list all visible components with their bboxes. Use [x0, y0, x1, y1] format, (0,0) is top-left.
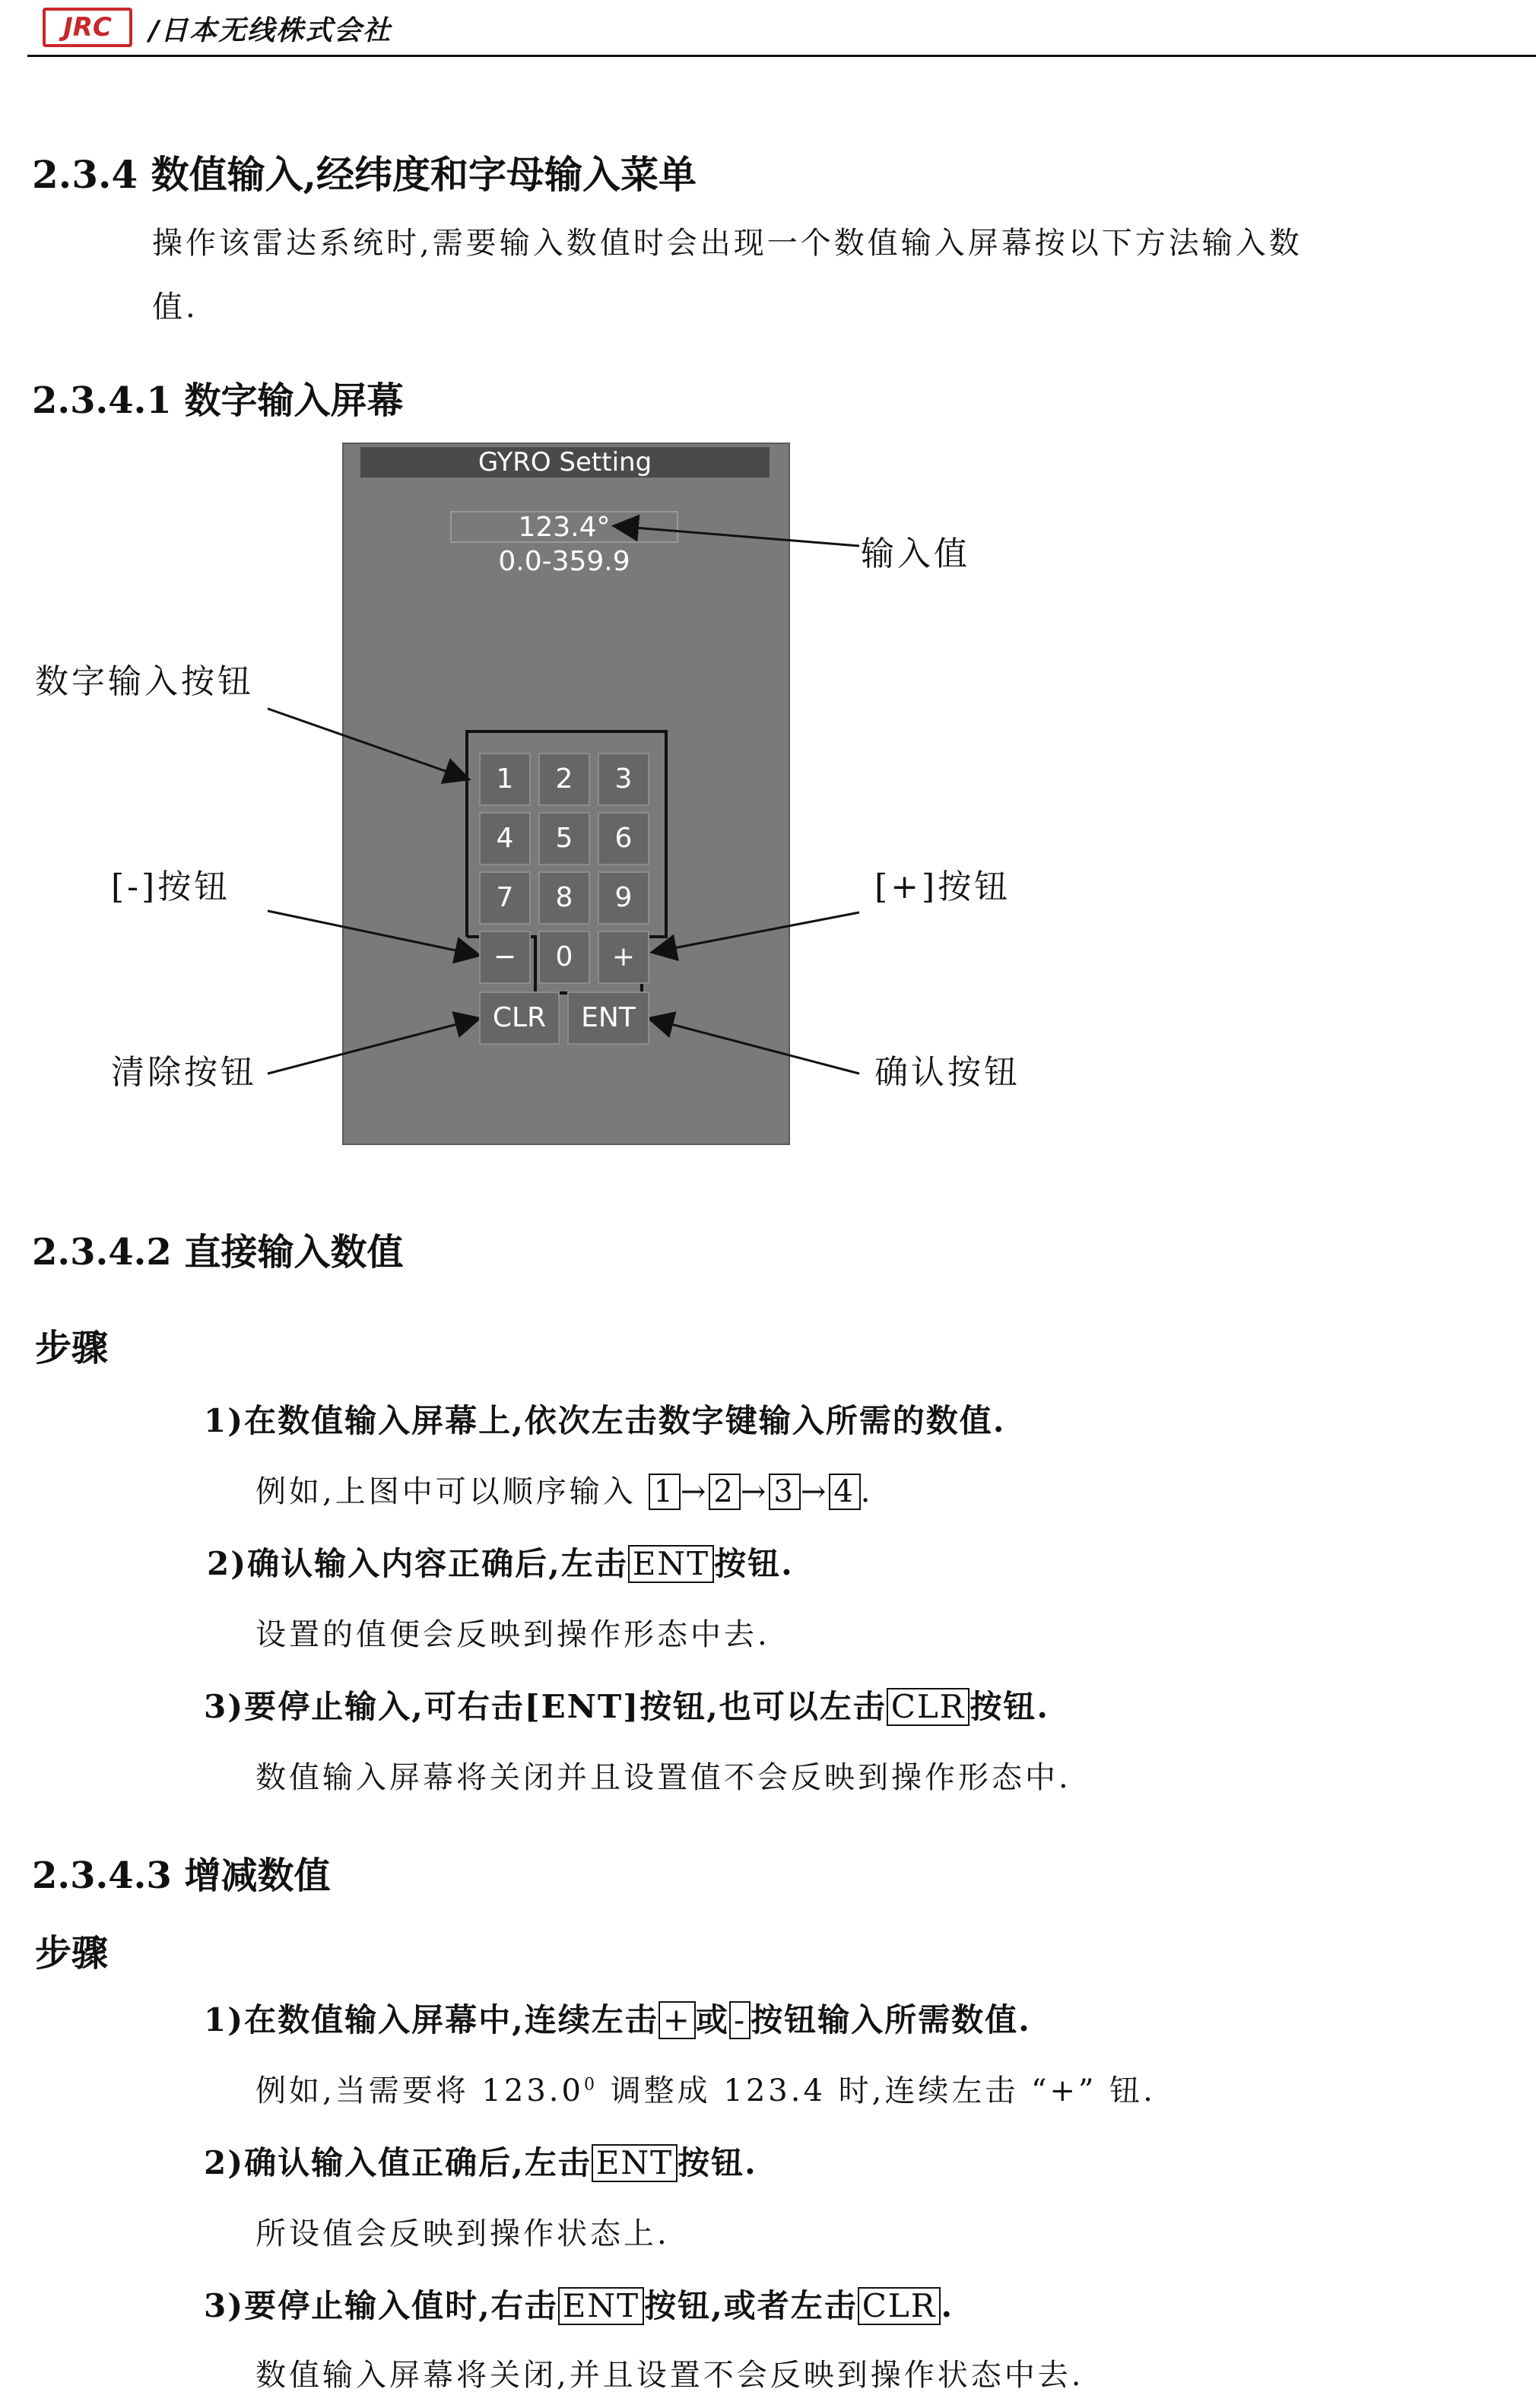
key-3[interactable]: 3: [598, 753, 649, 806]
step-2b-note: 所设值会反映到操作状态上.: [255, 2216, 670, 2251]
key-6[interactable]: 6: [598, 812, 649, 865]
step-1: 1)在数值输入屏幕上,依次左击数字键输入所需的数值.: [204, 1402, 1006, 1439]
key-7[interactable]: 7: [479, 871, 531, 925]
key-0[interactable]: 0: [538, 931, 590, 984]
key-ref-3: 3: [769, 1474, 800, 1510]
step-3-note: 数值输入屏幕将关闭并且设置值不会反映到操作形态中.: [255, 1760, 1071, 1795]
key-ref-1: 1: [649, 1474, 680, 1510]
key-ref-4: 4: [829, 1474, 860, 1510]
section-title-2341: 2.3.4.1 数字输入屏幕: [32, 379, 404, 422]
key-ref-ent-2: ENT: [592, 2144, 678, 2182]
key-ref-minus: -: [729, 2001, 751, 2039]
step-2: 2)确认输入内容正确后,左击 ENT 按钮.: [207, 1545, 794, 1582]
steps-label-2: 步骤: [35, 1932, 109, 1975]
clr-button[interactable]: CLR: [479, 991, 560, 1045]
step-1b-note: 例如,当需要将 123.0$^0$ 调整成 123.4 时,连续左击 “+” 钮.: [255, 2073, 1156, 2108]
step-1-note: 例如,上图中可以顺序输入 1 → 2 → 3 → 4 .: [255, 1474, 874, 1509]
label-minus-button: [-]按钮: [111, 868, 231, 906]
keypad-outline: [0, 0, 1536, 1141]
step-3: 3)要停止输入,可右击[ENT]按钮,也可以左击 CLR 按钮.: [204, 1688, 1050, 1725]
key-8[interactable]: 8: [538, 871, 590, 925]
range-display: 0.0-359.9: [498, 546, 630, 577]
section-title-234: 2.3.4 数值输入,经纬度和字母输入菜单: [32, 152, 697, 197]
key-plus[interactable]: +: [598, 931, 649, 984]
key-ref-2: 2: [709, 1474, 740, 1510]
key-2[interactable]: 2: [538, 753, 590, 806]
label-input-value: 输入值: [861, 535, 970, 573]
key-1[interactable]: 1: [479, 753, 531, 806]
key-ref-ent: ENT: [628, 1545, 714, 1583]
step-1b: 1)在数值输入屏幕中,连续左击 + 或 - 按钮输入所需数值.: [204, 2001, 1031, 2038]
screen-title: GYRO Setting: [360, 447, 770, 477]
key-4[interactable]: 4: [479, 812, 531, 865]
key-5[interactable]: 5: [538, 812, 590, 865]
step-3b-note: 数值输入屏幕将关闭,并且设置不会反映到操作状态中去.: [255, 2358, 1084, 2393]
key-ref-clr-2: CLR: [858, 2287, 941, 2325]
input-value-display: 123.4°: [450, 511, 678, 543]
section-title-2343: 2.3.4.3 增减数值: [32, 1854, 331, 1897]
label-clear-button: 清除按钮: [111, 1053, 257, 1092]
section-title-2342: 2.3.4.2 直接输入数值: [32, 1231, 404, 1274]
key-minus[interactable]: −: [479, 931, 531, 984]
key-ref-clr: CLR: [887, 1688, 970, 1726]
company-name: /日本无线株式会社: [149, 15, 392, 46]
paragraph-line-1: 操作该雷达系统时,需要输入数值时会出现一个数值输入屏幕按以下方法输入数: [152, 226, 1303, 261]
label-plus-button: [+]按钮: [874, 868, 1011, 906]
ent-button[interactable]: ENT: [567, 991, 649, 1045]
jrc-logo: JRC: [43, 8, 132, 47]
key-9[interactable]: 9: [598, 871, 649, 925]
steps-label: 步骤: [35, 1327, 109, 1369]
step-2-note: 设置的值便会反映到操作形态中去.: [255, 1617, 770, 1652]
paragraph-line-2: 值.: [152, 290, 198, 325]
step-2b: 2)确认输入值正确后,左击 ENT 按钮.: [204, 2144, 757, 2181]
label-confirm-button: 确认按钮: [874, 1053, 1020, 1092]
key-ref-plus: +: [659, 2001, 696, 2039]
step-3b: 3)要停止输入值时,右击 ENT 按钮,或者左击 CLR .: [204, 2287, 954, 2324]
key-ref-ent-3: ENT: [558, 2287, 644, 2325]
label-digit-buttons: 数字输入按钮: [35, 662, 254, 701]
